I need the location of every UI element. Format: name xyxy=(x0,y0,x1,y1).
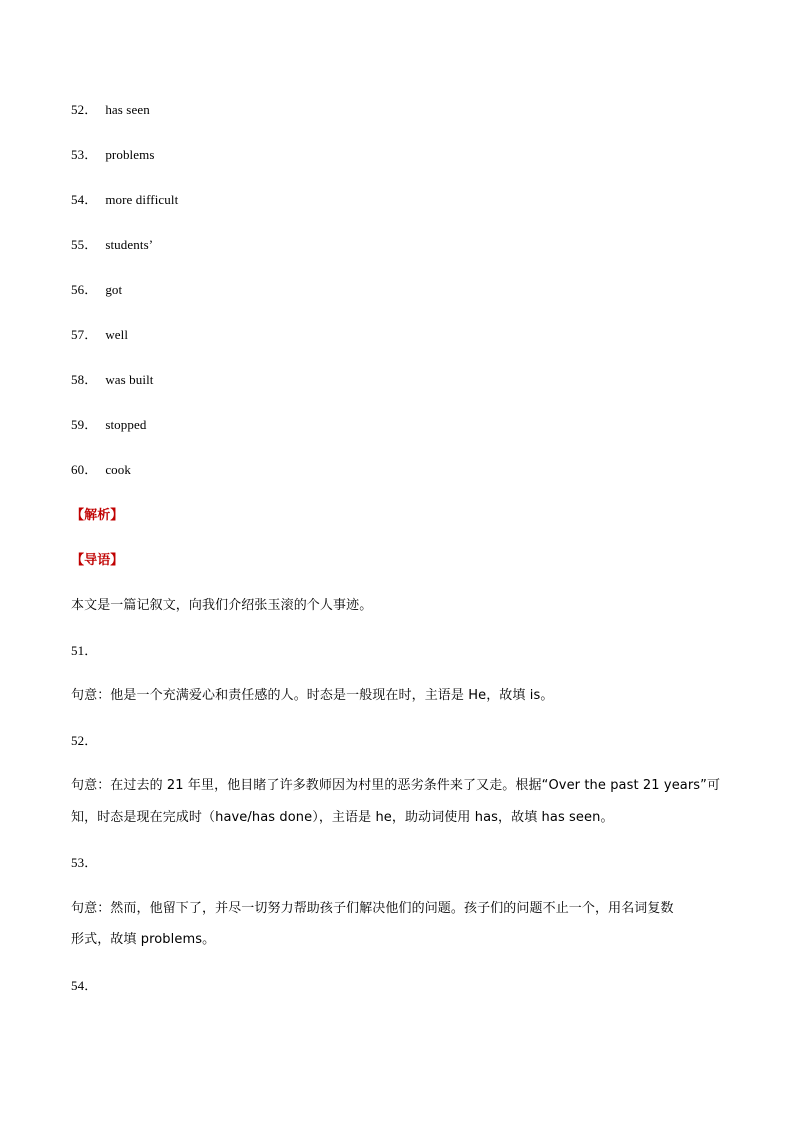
answer-number: 60． xyxy=(71,462,98,477)
answer-item-56 xyxy=(71,281,122,299)
answer-item-54 xyxy=(71,191,178,209)
answer-number: 54． xyxy=(71,192,98,207)
answer-number: 58． xyxy=(71,372,98,387)
answer-text: well xyxy=(105,327,129,342)
analysis-text-51: 句意：他是一个充满爱心和责任感的人。时态是一般现在时，主语是 He，故填 is。 xyxy=(71,688,554,703)
intro-heading: 【导语】 xyxy=(71,553,124,568)
answer-item-58 xyxy=(71,371,154,389)
answer-item-52 xyxy=(71,101,150,119)
answer-text: stopped xyxy=(105,417,147,432)
analysis-text-53-line2: 形式，故填 problems。 xyxy=(71,932,216,947)
answer-text: more difficult xyxy=(105,192,179,207)
answer-number: 57． xyxy=(71,327,98,342)
answer-item-55 xyxy=(71,236,153,254)
analysis-text-52-line2: 知，时态是现在完成时（have/has done），主语是 he，助动词使用 has，故填 has seen。 xyxy=(71,810,614,825)
answer-item-60 xyxy=(71,461,131,479)
intro-text: 本文是一篇记叙文，向我们介绍张玉滚的个人事迹。 xyxy=(71,598,373,613)
answer-text: has seen xyxy=(105,102,150,117)
analysis-number-52: 52． xyxy=(71,733,98,748)
analysis-number-53: 53． xyxy=(71,855,98,870)
analysis-text-52-line1: 句意：在过去的 21 年里，他目睹了许多教师因为村里的恶劣条件来了又走。根据“Over the past 21 years”可 xyxy=(71,778,721,793)
answer-text: cook xyxy=(105,462,131,477)
answer-item-57 xyxy=(71,326,128,344)
analysis-text-53-line1: 句意：然而，他留下了，并尽一切努力帮助孩子们解决他们的问题。孩子们的问题不止一个，用名词复数 xyxy=(71,901,674,916)
analysis-heading: 【解析】 xyxy=(71,508,124,523)
answer-number: 59． xyxy=(71,417,98,432)
answer-number: 52． xyxy=(71,102,98,117)
analysis-number-54: 54． xyxy=(71,978,98,993)
answer-number: 56． xyxy=(71,282,98,297)
answer-number: 55． xyxy=(71,237,98,252)
answer-text: was built xyxy=(105,372,154,387)
answer-text: students’ xyxy=(105,237,154,252)
answer-number: 53． xyxy=(71,147,98,162)
answer-text: got xyxy=(105,282,123,297)
answer-item-53 xyxy=(71,146,155,164)
answer-text: problems xyxy=(105,147,155,162)
analysis-number-51: 51． xyxy=(71,643,98,658)
answer-item-59 xyxy=(71,416,146,434)
